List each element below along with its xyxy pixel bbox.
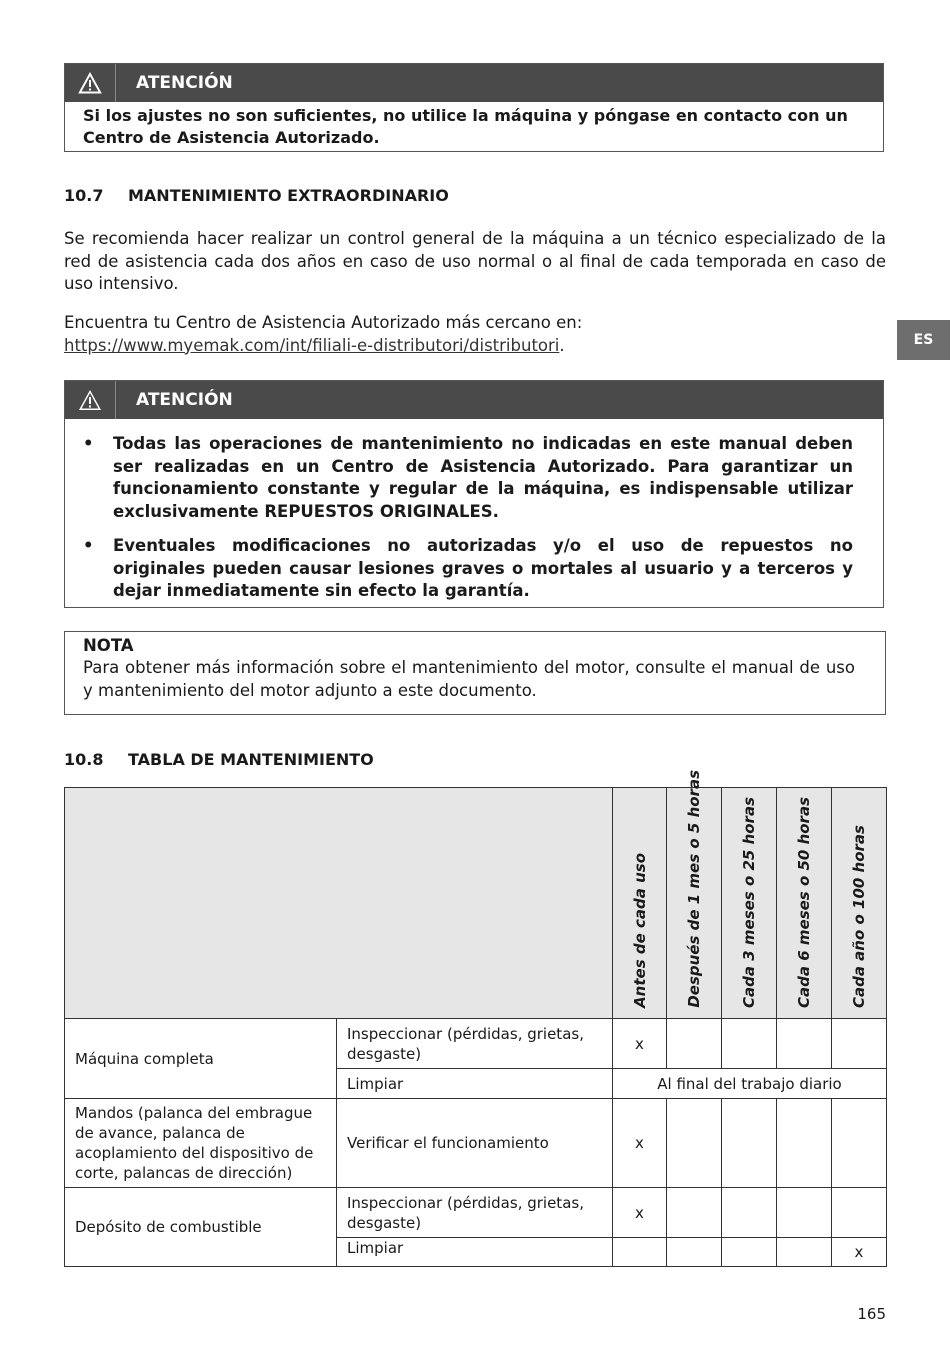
- column-header: [832, 788, 887, 1019]
- table-header-row: [65, 788, 887, 1019]
- warning-bullet: • Eventuales modificaciones no autorizadas y/o el uso de repuestos no originales pueden causar lesiones graves o mortales al usuario y a terceros y dejar inmediatamente sin efecto la garantía.: [83, 535, 853, 603]
- service-center-text: Encuentra tu Centro de Asistencia Autorizado más cercano en:: [64, 313, 583, 332]
- section-heading-10-7: [64, 186, 449, 205]
- link-suffix: .: [559, 335, 565, 355]
- mark-cell: [722, 1188, 777, 1238]
- column-header: [667, 770, 722, 1019]
- table-row: [65, 1188, 887, 1238]
- task-cell: Inspeccionar (pérdidas, grietas, desgaste): [337, 1188, 613, 1238]
- language-tab: ES: [897, 320, 950, 360]
- warning-box-adjustments: [64, 63, 884, 152]
- mark-cell: x: [832, 1238, 887, 1267]
- mark-cell: [777, 1099, 832, 1188]
- task-cell: Limpiar: [337, 1238, 613, 1267]
- mark-cell: [777, 1188, 832, 1238]
- mark-cell: [722, 1099, 777, 1188]
- mark-cell: [832, 1188, 887, 1238]
- section-title: MANTENIMIENTO EXTRAORDINARIO: [128, 186, 449, 205]
- mark-cell: [832, 1019, 887, 1069]
- mark-cell: [722, 1019, 777, 1069]
- warning-box-maintenance: [64, 380, 884, 608]
- mark-cell: x: [613, 1099, 667, 1188]
- column-header-label: Antes de cada uso: [630, 853, 649, 1008]
- task-cell: Inspeccionar (pérdidas, grietas, desgaste): [337, 1019, 613, 1069]
- warning-text: Si los ajustes no son suficientes, no utilice la máquina y póngase en contacto con un Centro de Asistencia Autorizado.: [83, 106, 848, 147]
- mark-cell: [777, 1238, 832, 1267]
- item-cell: Máquina completa: [65, 1019, 337, 1099]
- column-header: [722, 788, 777, 1019]
- task-cell: Verificar el funcionamiento: [337, 1099, 613, 1188]
- paragraph-service-center: [64, 312, 886, 357]
- note-box: [64, 631, 886, 715]
- note-title: NOTA: [83, 636, 134, 655]
- span-cell: Al final del trabajo diario: [613, 1069, 887, 1099]
- mark-cell: [777, 1019, 832, 1069]
- column-header: [613, 788, 667, 1019]
- warning-header: [65, 381, 883, 419]
- warning-title: ATENCIÓN: [136, 73, 233, 93]
- mark-cell: [613, 1238, 667, 1267]
- column-header-label: Después de 1 mes o 5 horas: [685, 770, 703, 1008]
- mark-cell: [722, 1238, 777, 1267]
- warning-title: ATENCIÓN: [136, 390, 233, 410]
- mark-cell: [667, 1019, 722, 1069]
- table-header-blank: [65, 788, 613, 1019]
- section-heading-10-8: [64, 750, 374, 769]
- maintenance-table: [64, 770, 887, 1267]
- mark-cell: x: [613, 1188, 667, 1238]
- task-cell: Limpiar: [337, 1069, 613, 1099]
- section-number: 10.7: [64, 186, 104, 205]
- mark-cell: [667, 1099, 722, 1188]
- column-header: [777, 788, 832, 1019]
- column-header-label: Cada año o 100 horas: [850, 824, 868, 1008]
- mark-cell: [832, 1099, 887, 1188]
- warning-triangle-icon: [65, 381, 116, 419]
- item-cell: Depósito de combustible: [65, 1188, 337, 1267]
- item-cell: Mandos (palanca del embrague de avance, palanca de acoplamiento del dispositivo de corte, palancas de dirección): [65, 1099, 337, 1188]
- page-number: 165: [857, 1305, 886, 1323]
- warning-header: [65, 64, 883, 102]
- paragraph-extraordinary-maintenance: Se recomienda hacer realizar un control general de la máquina a un técnico especializado de la red de asistencia cada dos años en caso de uso normal o al final de cada temporada en caso de uso intensivo.: [64, 229, 886, 293]
- column-header-label: Cada 6 meses o 50 horas: [795, 797, 813, 1008]
- section-title: TABLA DE MANTENIMIENTO: [128, 750, 374, 769]
- distributor-link[interactable]: https://www.myemak.com/int/filiali-e-distributori/distributori: [64, 335, 560, 355]
- section-number: 10.8: [64, 750, 104, 769]
- mark-cell: [667, 1238, 722, 1267]
- warning-bullet-list: [65, 419, 883, 621]
- table-row: [65, 1019, 887, 1069]
- mark-cell: x: [613, 1019, 667, 1069]
- warning-triangle-icon: [65, 64, 116, 102]
- table-row: [65, 1099, 887, 1188]
- mark-cell: [667, 1188, 722, 1238]
- column-header-label: Cada 3 meses o 25 horas: [740, 797, 758, 1008]
- warning-bullet: • Todas las operaciones de mantenimiento no indicadas en este manual deben ser realizadas en un Centro de Asistencia Autorizado. Para garantizar un funcionamiento constante y regular de la máquina, es indispensable utilizar exclusivamente REPUESTOS ORIGINALES.: [83, 433, 853, 523]
- note-text: Para obtener más información sobre el mantenimiento del motor, consulte el manual de uso y mantenimiento del motor adjunto a este documento.: [83, 658, 855, 700]
